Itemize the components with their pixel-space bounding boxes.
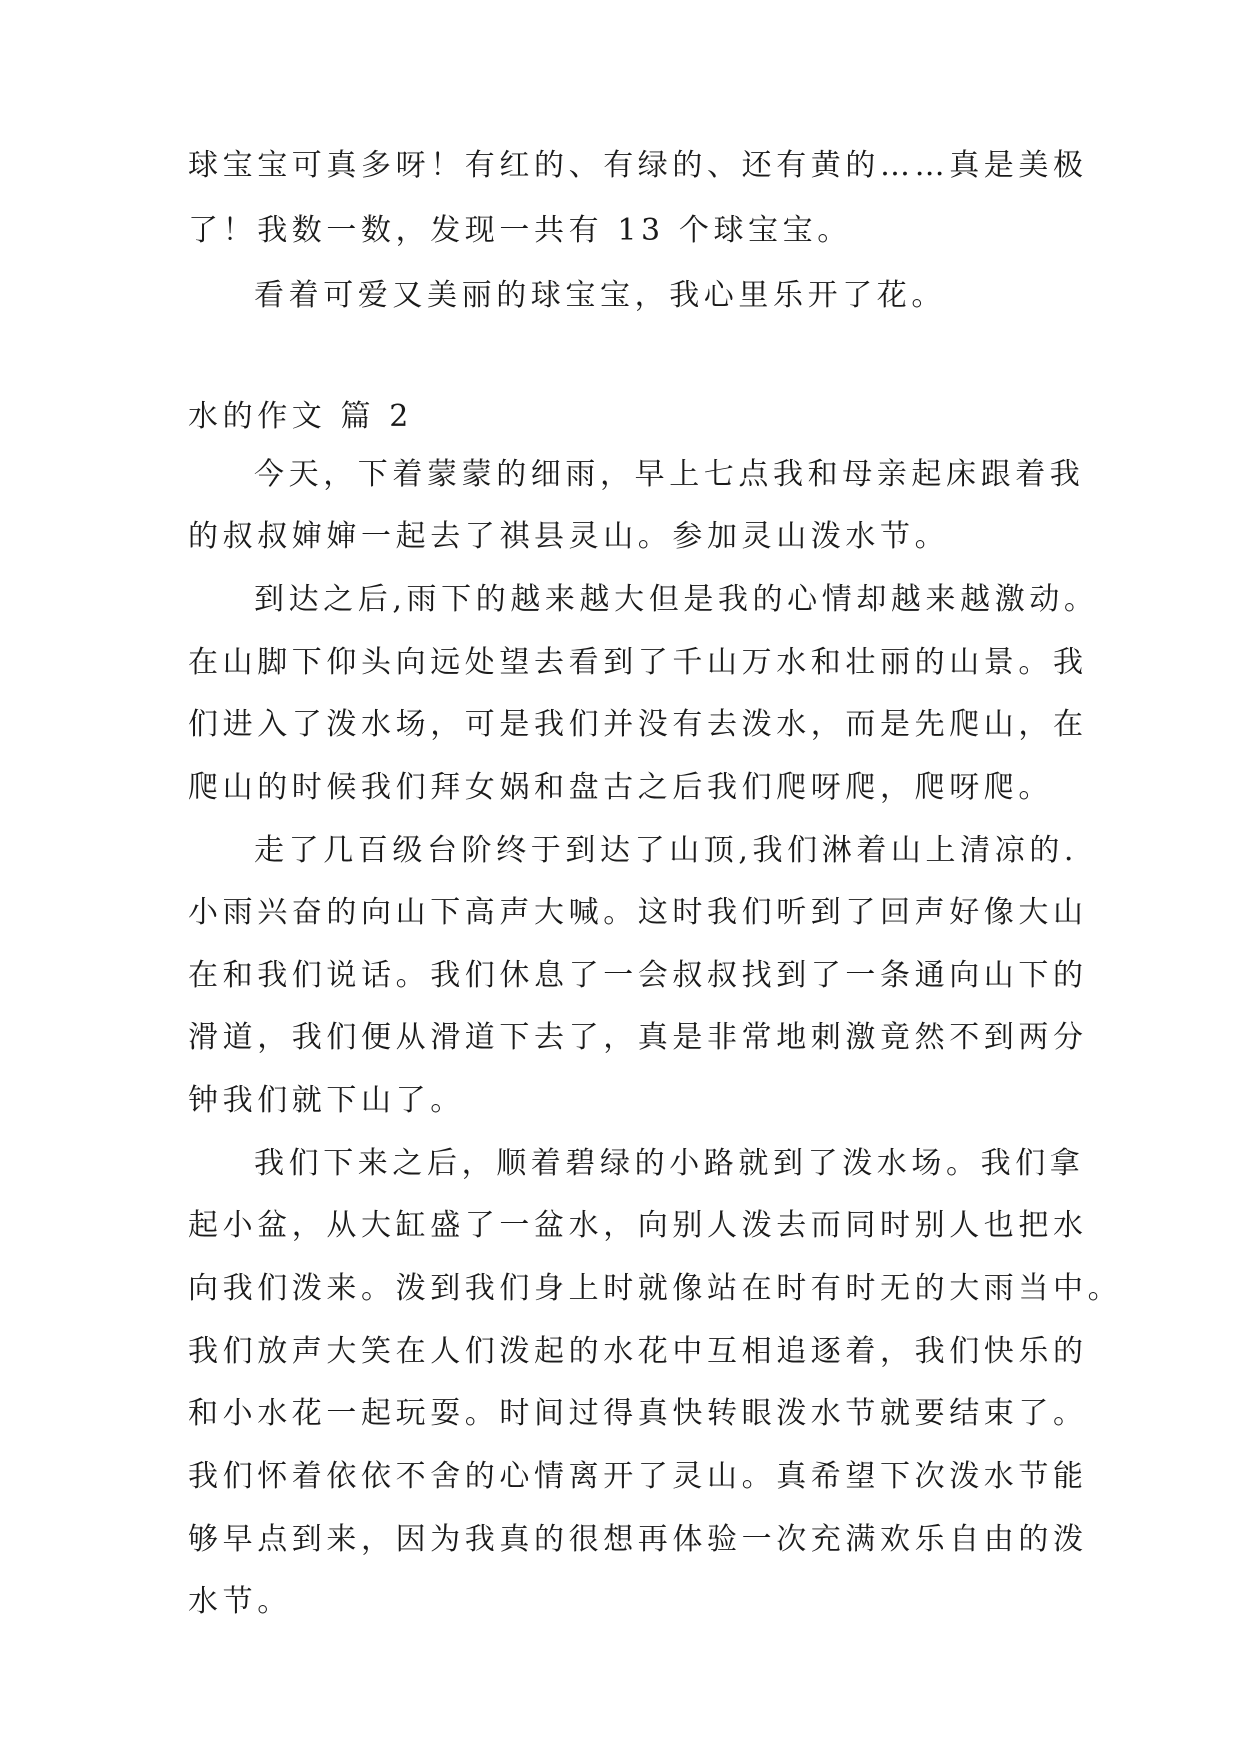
text-line: 在和我们说话。我们休息了一会叔叔找到了一条通向山下的 <box>188 958 1088 993</box>
text-line: 够早点到来，因为我真的很想再体验一次充满欢乐自由的泼 <box>188 1522 1088 1557</box>
text-line: 爬山的时候我们拜女娲和盘古之后我们爬呀爬，爬呀爬。 <box>188 770 1053 805</box>
text-line: 滑道，我们便从滑道下去了，真是非常地刺激竟然不到两分 <box>188 1020 1088 1055</box>
text-line: 我们下来之后，顺着碧绿的小路就到了泼水场。我们拿 <box>254 1146 1085 1181</box>
text-line: 钟我们就下山了。 <box>188 1083 465 1118</box>
text-line: 今天，下着蒙蒙的细雨，早上七点我和母亲起床跟着我 <box>254 457 1085 492</box>
text-line: 我们放声大笑在人们泼起的水花中互相追逐着，我们快乐的 <box>188 1334 1088 1369</box>
text-line: 向我们泼来。泼到我们身上时就像站在时有时无的大雨当中。 <box>188 1271 1123 1306</box>
text-line: 走了几百级台阶终于到达了山顶,我们淋着山上清凉的. <box>254 833 1079 868</box>
text-line: 小雨兴奋的向山下高声大喊。这时我们听到了回声好像大山 <box>188 895 1088 930</box>
text-line: 我们怀着依依不舍的心情离开了灵山。真希望下次泼水节能 <box>188 1459 1088 1494</box>
text-line: 球宝宝可真多呀！有红的、有绿的、还有黄的……真是美极 <box>188 148 1088 183</box>
text-line: 的叔叔婶婶一起去了祺县灵山。参加灵山泼水节。 <box>188 519 950 554</box>
text-line: 看着可爱又美丽的球宝宝，我心里乐开了花。 <box>254 278 946 313</box>
section-heading: 水的作文 篇 2 <box>188 399 413 434</box>
text-line: 到达之后,雨下的越来越大但是我的心情却越来越激动。 <box>254 582 1099 617</box>
text-line: 水节。 <box>188 1584 292 1619</box>
text-line: 在山脚下仰头向远处望去看到了千山万水和壮丽的山景。我 <box>188 645 1088 680</box>
text-line: 们进入了泼水场，可是我们并没有去泼水，而是先爬山，在 <box>188 707 1088 742</box>
text-line: 起小盆，从大缸盛了一盆水，向别人泼去而同时别人也把水 <box>188 1208 1088 1243</box>
text-line: 和小水花一起玩耍。时间过得真快转眼泼水节就要结束了。 <box>188 1396 1088 1431</box>
text-line: 了！我数一数，发现一共有 13 个球宝宝。 <box>188 213 852 248</box>
